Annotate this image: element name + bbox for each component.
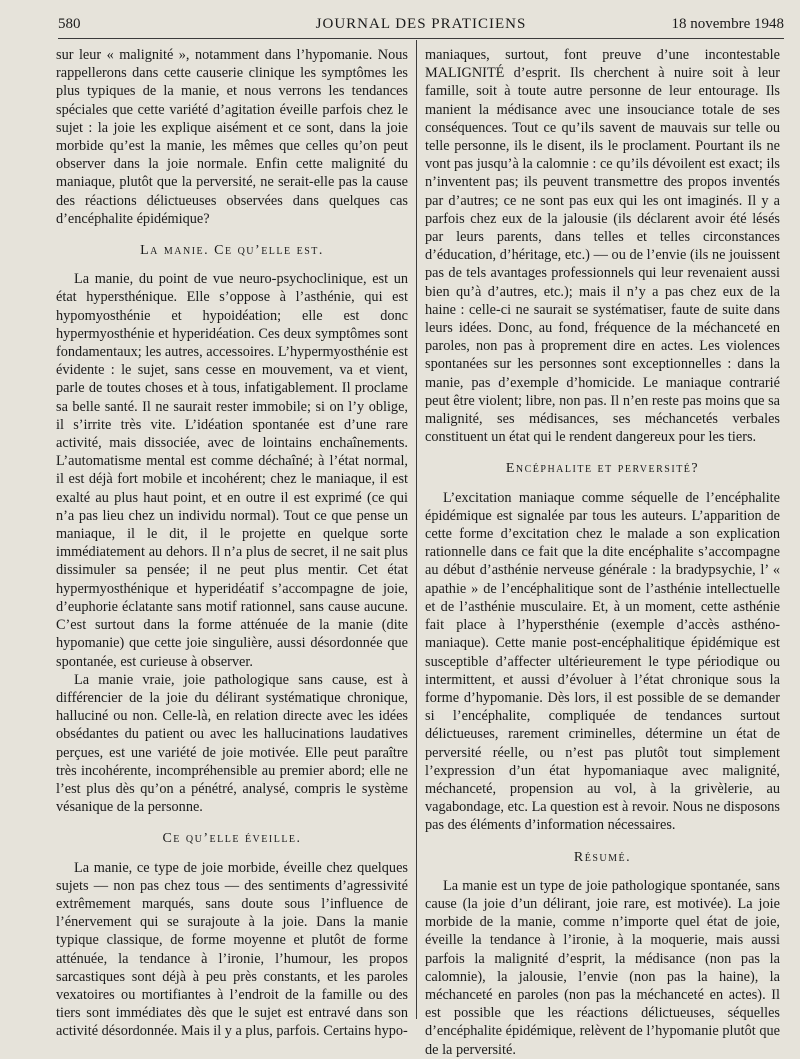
section-heading: La manie. Ce qu’elle est. [140,243,324,259]
column-divider [416,40,417,1019]
paragraph: La manie vraie, joie pathologique sans cause, est à différencier de la joie du délirant systématique chronique, halluciné ou non. Celle-là, en relation directe avec les idées obsédantes du patient ou avec les hallucinations laudatives perçues, est une variété de joie motivée. Elle peut paraître très incohérente, incompréhensible au premier abord; elle ne l’est plus dès qu’on a pénétré, analysé, compris le système vésanique de la personne. [56,671,408,816]
journal-title: JOURNAL DES PRATICIENS [315,16,527,32]
paragraph: La manie, du point de vue neuro-psychoclinique, est un état hypersthénique. Elle s’oppose à l’asthénie, qui est hypomyosthénie et hypoidéation; elle est donc hypermyosthénie et hyperidéation. Ces deux symptômes sont fondamentaux; les autres, accessoires. L’hypermyosthénie est évidente : le sujet, sans cesse en mouvement, va et vient, parle de toutes choses et à tous, infatigablement. Il proclame sa belle santé. Il ne saurait rester immobile; si on l’y oblige, il s’irrite très vite. L’idéation spontanée est d’une rare activité, mais dissociée, avec de lointains enchaînements. L’automatisme mental est comme déchaîné; à l’état normal, il est déjà fort mobile et incohérent; chez le maniaque, il est exalté au plus haut point, et en outre il est exprimé (ce qui n’a pas lieu chez un individu normal). Tout ce que pense un maniaque, il le dit, il le projette en quelque sorte immédiatement au dehors. Il n’a plus de secret, il ne sait plus dissimuler sa pensée; il ne peut plus mentir. Cet état hypermyosthénique et hyperidéatif s’accompagne de joie, d’euphorie éclatante sans motif rationnel, sans cause aucune. C’est surtout dans la forme atténuée de la manie (dite hypomanie) que cette joie singulière, aussi désordonnée que spontanée, est curieuse à observer. [56,271,408,670]
section-heading: Ce qu’elle éveille. [162,831,302,847]
paragraph: La manie, ce type de joie morbide, éveille chez quelques sujets — non pas chez tous — des sentiments d’agressivité extrêmement marqués, sans doute sous l’influence de l’énervement qui se surajoute à la joie. Dans la manie typique classique, de forme moyenne et plutôt de forme atténuée, la tendance à l’ironie, l’humour, les propos sarcastiques sont déjà à peu près constants, et les paroles vexatoires ou mortifiantes à l’endroit de la famille ou des tiers sont immédiates dès que le sujet est entravé dans son activité désordonnée. Mais il y a plus, parfois. Certains hypo- [56,859,408,1040]
left-column [56,46,408,1040]
page-number: 580 [58,16,81,32]
paragraph: maniaques, surtout, font preuve d’une incontestable MALIGNITÉ d’esprit. Ils cherchent à nuire soit à leur famille, soit à toute autre personne de leur entourage. Ils manient la médisance avec une insouciance totale de ses conséquences. Tout ce qu’ils savent de mauvais sur telle ou telle personne, ils le disent, ils le proclament. Pourtant ils ne vont pas jusqu’à la calomnie : ce qu’ils dévoilent est exact; ils n’inventent pas; ils peuvent transmettre des propos inventés par d’autres; ce ne sont pas eux qui les ont imaginés. Il y a parfois chez eux de la jalousie (ils déclarent avoir été lésés par leurs parents, dans telles et telles circonstances d’éducation, d’héritage, etc.) — ou de l’envie (ils ne jouissent pas de tels avantages professionnels qui leur revenaient aussi bien qu’à d’autres, etc.); mais il n’y a pas chez eux de la haine : celle-ci ne saurait se systématiser, faute de suite dans leurs idées. Donc, au fond, fréquence de la méchanceté en paroles, non pas à proprement dire en actes. Les violences spontanées sur les personnes sont exceptionnelles : dans la manie, pas d’exemple d’homicide. Le maniaque contrarié peut être violent; libre, non pas. Il n’en reste pas moins que sa malignité, ses médisances, ses méchancetés verbales constituent un état qui le rendent dangereux pour les tiers. [425,47,780,446]
paragraph: L’excitation maniaque comme séquelle de l’encéphalite épidémique est signalée par tous les auteurs. L’apparition de cette forme d’excitation chez le malade a son explication rationnelle dans ce fait que la dite encéphalite s’accompagne au début d’asthénie nerveuse générale : la bradypsychie, l’ « apathie » de l’encéphalitique sont de l’asthénie intellectuelle et de l’asthénie musculaire. Et, à un moment, cette asthénie fait place à l’hypersthénie (exemple d’accès asthéno-maniaque). Cette manie post-encéphalitique épidémique est susceptible d’affecter ultérieurement le type périodique ou intermittent, et aussi d’évoluer à l’état chronique sous la forme d’hypomanie. Dès lors, il est possible de se demander si l’encéphalite, compliquée de tendances surtout délictueuses, rarement criminelles, détermine un état de perversité réelle, ou n’est pas plutôt tout simplement l’expression d’un état hypomaniaque avec malignité, méchanceté, propension au vol, à la grivèlerie, au vagabondage, etc. La question est à revoir. Nous ne disposons pas des éléments d’information nécessaires. [425,489,780,834]
right-column [425,46,780,1058]
issue-date: 18 novembre 1948 [671,16,784,32]
page-header [58,12,784,39]
section-heading: Encéphalite et perversité? [505,461,700,477]
section-heading: Résumé. [573,849,632,865]
paragraph: sur leur « malignité », notamment dans l’hypomanie. Nous rappellerons dans cette causerie clinique les symptômes les plus typiques de la manie, et nous verrons les tendances spéciales que cette variété d’agitation éveille parfois chez le sujet : la joie les explique aisément et ce sont, dans la joie morbide qu’est la manie, les mêmes que celles qu’on peut observer dans la joie normale. Enfin cette malignité du maniaque, plutôt que la perversité, ne serait-elle pas la cause des réactions délictueuses observées dans quelques cas d’encéphalite épidémique? [56,47,408,227]
paragraph: La manie est un type de joie pathologique spontanée, sans cause (la joie d’un délirant, joie rare, est motivée). La joie morbide de la manie, comme n’importe quel état de joie, éveille la tendance à l’ironie, à la moquerie, mais aussi parfois la malignité d’esprit, la médisance (non pas la calomnie), la jalousie, l’envie (non pas la haine), la méchanceté en paroles (non pas la méchanceté en actes). Il est possible que les réactions délictueuses, séquelles d’encéphalite épidémique, relèvent de l’hypomanie plutôt que de la perversité. [425,877,780,1058]
